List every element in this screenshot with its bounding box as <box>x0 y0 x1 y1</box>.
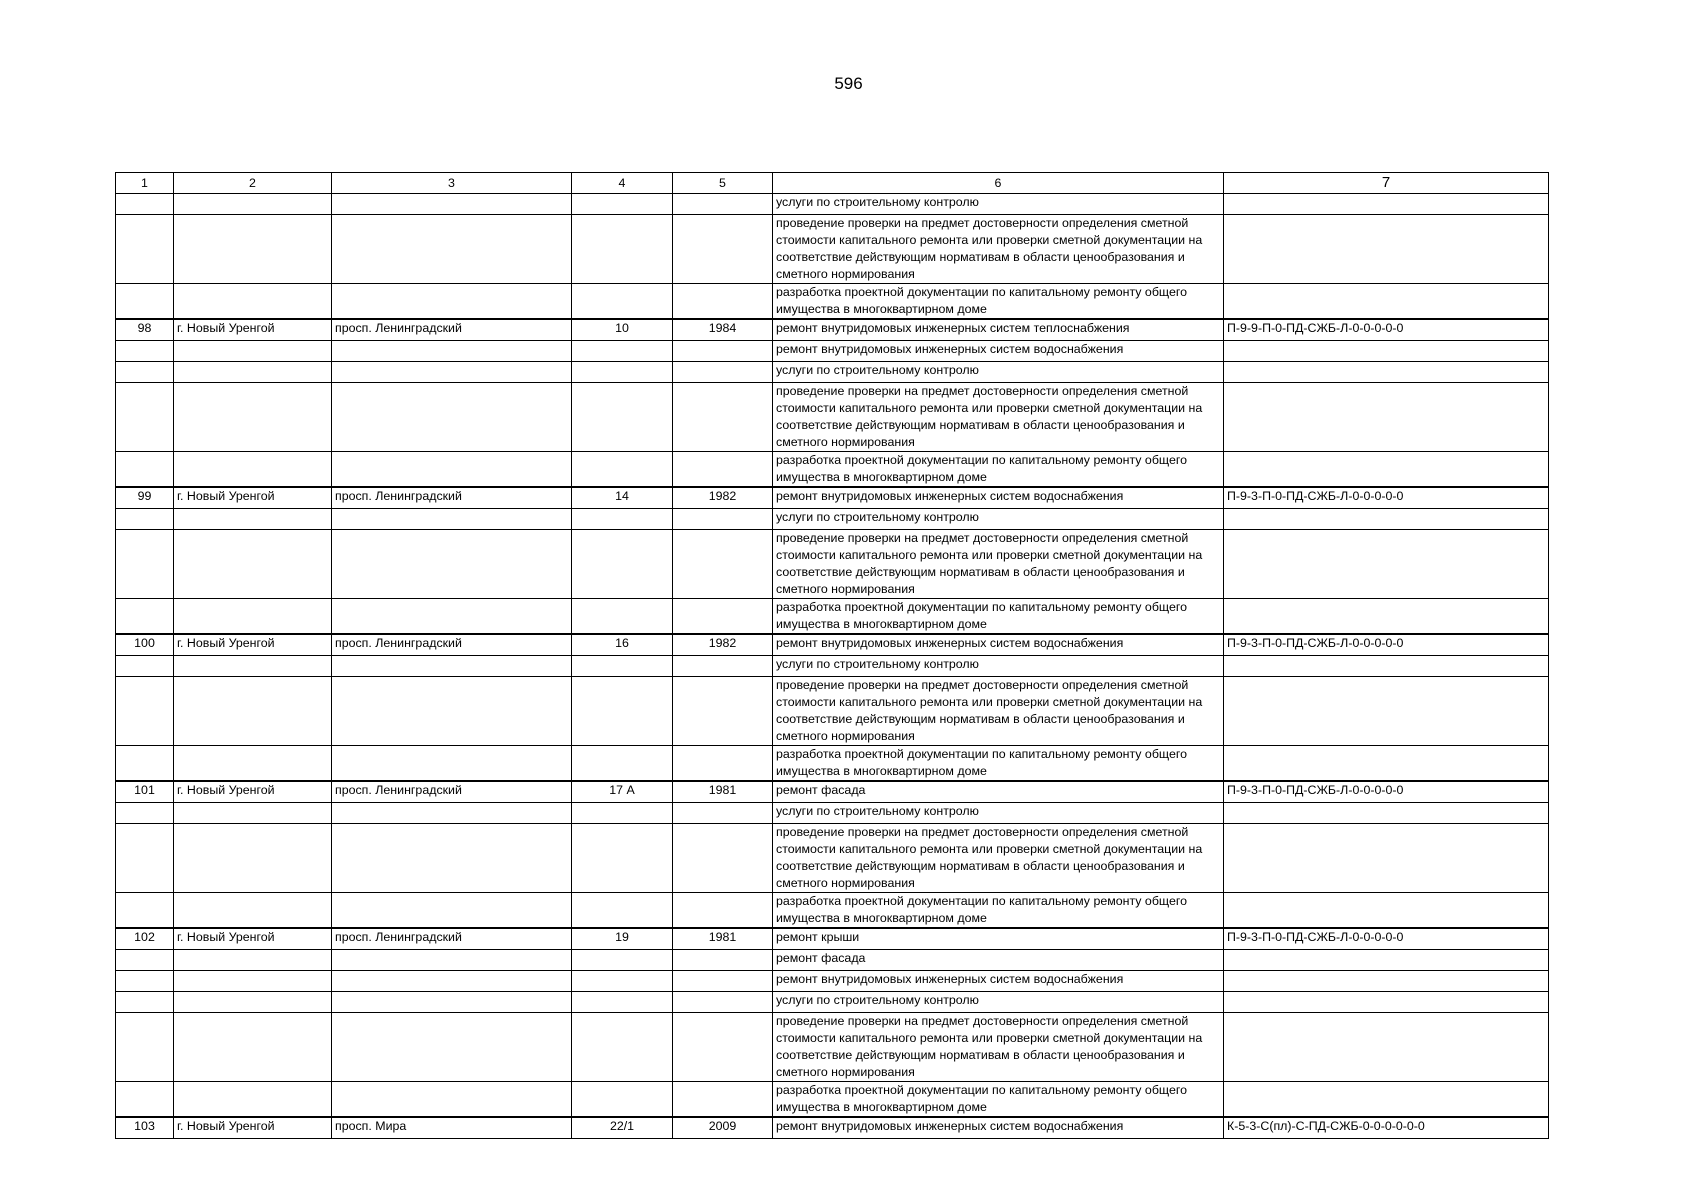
street-cell <box>332 950 572 971</box>
city-cell <box>174 803 332 824</box>
build-year-cell <box>673 215 773 284</box>
street-cell: просп. Ленинградский <box>332 319 572 341</box>
street-cell <box>332 599 572 635</box>
city-cell <box>174 341 332 362</box>
row-number-cell <box>116 599 174 635</box>
street-cell: просп. Ленинградский <box>332 634 572 656</box>
house-number-cell <box>572 509 673 530</box>
table-row <box>116 634 1549 656</box>
table-row <box>116 746 1549 782</box>
table-row <box>116 1117 1549 1139</box>
street-cell: просп. Ленинградский <box>332 928 572 950</box>
city-cell <box>174 656 332 677</box>
street-cell <box>332 992 572 1013</box>
street-cell <box>332 341 572 362</box>
build-year-cell: 1982 <box>673 634 773 656</box>
header-col-1: 1 <box>116 173 174 194</box>
city-cell: г. Новый Уренгой <box>174 928 332 950</box>
work-type-cell: проведение проверки на предмет достоверности определения сметной стоимости капитального ремонта или проверки сметной документации на соответствие действующим нормативам в области ценообразования и сметного нормирования <box>773 383 1224 452</box>
row-number-cell: 103 <box>116 1117 174 1139</box>
street-cell: просп. Мира <box>332 1117 572 1139</box>
table-row <box>116 803 1549 824</box>
house-number-cell <box>572 971 673 992</box>
city-cell <box>174 284 332 320</box>
house-number-cell <box>572 677 673 746</box>
house-number-cell <box>572 992 673 1013</box>
build-year-cell <box>673 677 773 746</box>
city-cell <box>174 215 332 284</box>
house-number-cell <box>572 893 673 929</box>
house-number-cell: 17 А <box>572 781 673 803</box>
row-number-cell <box>116 893 174 929</box>
row-number-cell <box>116 194 174 215</box>
street-cell <box>332 656 572 677</box>
row-number-cell <box>116 452 174 488</box>
house-number-cell: 19 <box>572 928 673 950</box>
build-year-cell: 1981 <box>673 928 773 950</box>
work-type-cell: разработка проектной документации по капитальному ремонту общего имущества в многоквартирном доме <box>773 284 1224 320</box>
house-number-cell <box>572 599 673 635</box>
house-code-cell <box>1224 383 1549 452</box>
work-type-cell: ремонт фасада <box>773 950 1224 971</box>
house-code-cell <box>1224 284 1549 320</box>
build-year-cell <box>673 452 773 488</box>
build-year-cell: 2009 <box>673 1117 773 1139</box>
street-cell <box>332 824 572 893</box>
row-number-cell <box>116 746 174 782</box>
build-year-cell <box>673 746 773 782</box>
table-row <box>116 284 1549 320</box>
row-number-cell <box>116 971 174 992</box>
table-header-row <box>116 173 1549 194</box>
capital-repair-table <box>115 172 1549 1139</box>
house-number-cell <box>572 530 673 599</box>
build-year-cell <box>673 950 773 971</box>
build-year-cell <box>673 341 773 362</box>
city-cell <box>174 362 332 383</box>
house-number-cell <box>572 656 673 677</box>
work-type-cell: услуги по строительному контролю <box>773 194 1224 215</box>
street-cell <box>332 1082 572 1118</box>
street-cell <box>332 509 572 530</box>
house-code-cell <box>1224 215 1549 284</box>
city-cell <box>174 893 332 929</box>
work-type-cell: проведение проверки на предмет достоверности определения сметной стоимости капитального ремонта или проверки сметной документации на соответствие действующим нормативам в области ценообразования и сметного нормирования <box>773 1013 1224 1082</box>
table-row <box>116 928 1549 950</box>
work-type-cell: ремонт крыши <box>773 928 1224 950</box>
house-code-cell <box>1224 971 1549 992</box>
house-code-cell <box>1224 950 1549 971</box>
work-type-cell: ремонт внутридомовых инженерных систем теплоснабжения <box>773 319 1224 341</box>
build-year-cell <box>673 284 773 320</box>
table-row <box>116 383 1549 452</box>
table-row <box>116 677 1549 746</box>
header-col-5: 5 <box>673 173 773 194</box>
build-year-cell <box>673 893 773 929</box>
header-col-7: 7 <box>1224 173 1549 194</box>
house-code-cell: П-9-3-П-0-ПД-СЖБ-Л-0-0-0-0-0 <box>1224 634 1549 656</box>
house-number-cell <box>572 383 673 452</box>
house-number-cell <box>572 362 673 383</box>
table-row <box>116 971 1549 992</box>
house-number-cell <box>572 215 673 284</box>
house-code-cell <box>1224 1082 1549 1118</box>
city-cell: г. Новый Уренгой <box>174 781 332 803</box>
table-row <box>116 452 1549 488</box>
row-number-cell: 101 <box>116 781 174 803</box>
house-code-cell <box>1224 530 1549 599</box>
row-number-cell <box>116 677 174 746</box>
row-number-cell: 100 <box>116 634 174 656</box>
header-col-6: 6 <box>773 173 1224 194</box>
house-number-cell: 14 <box>572 487 673 509</box>
street-cell <box>332 1013 572 1082</box>
table-row <box>116 599 1549 635</box>
street-cell <box>332 893 572 929</box>
build-year-cell <box>673 530 773 599</box>
city-cell <box>174 971 332 992</box>
work-type-cell: услуги по строительному контролю <box>773 362 1224 383</box>
house-code-cell <box>1224 599 1549 635</box>
build-year-cell: 1981 <box>673 781 773 803</box>
house-code-cell <box>1224 656 1549 677</box>
house-code-cell <box>1224 1013 1549 1082</box>
work-type-cell: проведение проверки на предмет достоверности определения сметной стоимости капитального ремонта или проверки сметной документации на соответствие действующим нормативам в области ценообразования и сметного нормирования <box>773 530 1224 599</box>
house-code-cell: П-9-3-П-0-ПД-СЖБ-Л-0-0-0-0-0 <box>1224 487 1549 509</box>
city-cell <box>174 1013 332 1082</box>
work-type-cell: услуги по строительному контролю <box>773 992 1224 1013</box>
row-number-cell: 98 <box>116 319 174 341</box>
row-number-cell: 102 <box>116 928 174 950</box>
work-type-cell: разработка проектной документации по капитальному ремонту общего имущества в многоквартирном доме <box>773 599 1224 635</box>
work-type-cell: услуги по строительному контролю <box>773 656 1224 677</box>
city-cell <box>174 452 332 488</box>
street-cell <box>332 971 572 992</box>
header-col-4: 4 <box>572 173 673 194</box>
house-code-cell <box>1224 509 1549 530</box>
row-number-cell <box>116 803 174 824</box>
build-year-cell <box>673 1082 773 1118</box>
work-type-cell: проведение проверки на предмет достоверности определения сметной стоимости капитального ремонта или проверки сметной документации на соответствие действующим нормативам в области ценообразования и сметного нормирования <box>773 215 1224 284</box>
house-number-cell <box>572 452 673 488</box>
house-code-cell <box>1224 803 1549 824</box>
house-number-cell <box>572 950 673 971</box>
house-code-cell <box>1224 452 1549 488</box>
city-cell: г. Новый Уренгой <box>174 319 332 341</box>
row-number-cell <box>116 992 174 1013</box>
work-type-cell: разработка проектной документации по капитальному ремонту общего имущества в многоквартирном доме <box>773 893 1224 929</box>
row-number-cell <box>116 1013 174 1082</box>
build-year-cell: 1982 <box>673 487 773 509</box>
table-row <box>116 781 1549 803</box>
street-cell <box>332 215 572 284</box>
row-number-cell <box>116 530 174 599</box>
house-number-cell <box>572 746 673 782</box>
build-year-cell <box>673 509 773 530</box>
city-cell <box>174 677 332 746</box>
table-row <box>116 1013 1549 1082</box>
build-year-cell <box>673 656 773 677</box>
street-cell <box>332 530 572 599</box>
city-cell: г. Новый Уренгой <box>174 487 332 509</box>
street-cell <box>332 194 572 215</box>
work-type-cell: ремонт внутридомовых инженерных систем водоснабжения <box>773 971 1224 992</box>
row-number-cell <box>116 950 174 971</box>
house-code-cell: П-9-3-П-0-ПД-СЖБ-Л-0-0-0-0-0 <box>1224 781 1549 803</box>
work-type-cell: ремонт фасада <box>773 781 1224 803</box>
work-type-cell: разработка проектной документации по капитальному ремонту общего имущества в многоквартирном доме <box>773 1082 1224 1118</box>
city-cell <box>174 950 332 971</box>
row-number-cell <box>116 656 174 677</box>
house-code-cell <box>1224 893 1549 929</box>
build-year-cell <box>673 992 773 1013</box>
city-cell <box>174 509 332 530</box>
build-year-cell <box>673 599 773 635</box>
row-number-cell <box>116 284 174 320</box>
header-col-3: 3 <box>332 173 572 194</box>
table-row <box>116 487 1549 509</box>
house-code-cell <box>1224 362 1549 383</box>
city-cell: г. Новый Уренгой <box>174 634 332 656</box>
city-cell <box>174 530 332 599</box>
build-year-cell <box>673 803 773 824</box>
house-code-cell <box>1224 824 1549 893</box>
house-number-cell <box>572 194 673 215</box>
house-number-cell <box>572 1013 673 1082</box>
table-row <box>116 893 1549 929</box>
build-year-cell <box>673 971 773 992</box>
row-number-cell <box>116 341 174 362</box>
house-code-cell: П-9-3-П-0-ПД-СЖБ-Л-0-0-0-0-0 <box>1224 928 1549 950</box>
house-code-cell <box>1224 341 1549 362</box>
house-number-cell <box>572 803 673 824</box>
city-cell <box>174 1082 332 1118</box>
street-cell <box>332 746 572 782</box>
work-type-cell: разработка проектной документации по капитальному ремонту общего имущества в многоквартирном доме <box>773 452 1224 488</box>
header-col-2: 2 <box>174 173 332 194</box>
row-number-cell <box>116 1082 174 1118</box>
page-number: 596 <box>834 74 863 93</box>
build-year-cell <box>673 824 773 893</box>
work-type-cell: проведение проверки на предмет достоверности определения сметной стоимости капитального ремонта или проверки сметной документации на соответствие действующим нормативам в области ценообразования и сметного нормирования <box>773 677 1224 746</box>
work-type-cell: разработка проектной документации по капитальному ремонту общего имущества в многоквартирном доме <box>773 746 1224 782</box>
street-cell: просп. Ленинградский <box>332 487 572 509</box>
build-year-cell <box>673 1013 773 1082</box>
city-cell <box>174 599 332 635</box>
street-cell <box>332 452 572 488</box>
house-number-cell <box>572 1082 673 1118</box>
house-number-cell: 22/1 <box>572 1117 673 1139</box>
street-cell <box>332 803 572 824</box>
table-row <box>116 194 1549 215</box>
city-cell <box>174 746 332 782</box>
house-code-cell: П-9-9-П-0-ПД-СЖБ-Л-0-0-0-0-0 <box>1224 319 1549 341</box>
work-type-cell: ремонт внутридомовых инженерных систем водоснабжения <box>773 634 1224 656</box>
city-cell <box>174 824 332 893</box>
house-code-cell <box>1224 677 1549 746</box>
house-code-cell <box>1224 992 1549 1013</box>
house-code-cell <box>1224 194 1549 215</box>
table-row <box>116 530 1549 599</box>
house-number-cell <box>572 824 673 893</box>
build-year-cell <box>673 362 773 383</box>
table-row <box>116 362 1549 383</box>
work-type-cell: услуги по строительному контролю <box>773 509 1224 530</box>
table-row <box>116 341 1549 362</box>
table-row <box>116 215 1549 284</box>
table-row <box>116 950 1549 971</box>
street-cell: просп. Ленинградский <box>332 781 572 803</box>
row-number-cell <box>116 383 174 452</box>
city-cell <box>174 383 332 452</box>
street-cell <box>332 383 572 452</box>
table-row <box>116 992 1549 1013</box>
work-type-cell: проведение проверки на предмет достоверности определения сметной стоимости капитального ремонта или проверки сметной документации на соответствие действующим нормативам в области ценообразования и сметного нормирования <box>773 824 1224 893</box>
table-row <box>116 656 1549 677</box>
row-number-cell <box>116 215 174 284</box>
table-row <box>116 509 1549 530</box>
street-cell <box>332 362 572 383</box>
row-number-cell <box>116 824 174 893</box>
build-year-cell <box>673 383 773 452</box>
build-year-cell: 1984 <box>673 319 773 341</box>
house-code-cell: К-5-3-С(пл)-С-ПД-СЖБ-0-0-0-0-0-0 <box>1224 1117 1549 1139</box>
row-number-cell <box>116 362 174 383</box>
house-number-cell: 10 <box>572 319 673 341</box>
city-cell <box>174 194 332 215</box>
work-type-cell: ремонт внутридомовых инженерных систем водоснабжения <box>773 487 1224 509</box>
work-type-cell: услуги по строительному контролю <box>773 803 1224 824</box>
work-type-cell: ремонт внутридомовых инженерных систем водоснабжения <box>773 341 1224 362</box>
house-code-cell <box>1224 746 1549 782</box>
city-cell: г. Новый Уренгой <box>174 1117 332 1139</box>
table-row <box>116 319 1549 341</box>
table-row <box>116 824 1549 893</box>
street-cell <box>332 677 572 746</box>
row-number-cell <box>116 509 174 530</box>
row-number-cell: 99 <box>116 487 174 509</box>
house-number-cell <box>572 341 673 362</box>
build-year-cell <box>673 194 773 215</box>
table-row <box>116 1082 1549 1118</box>
house-number-cell <box>572 284 673 320</box>
work-type-cell: ремонт внутридомовых инженерных систем водоснабжения <box>773 1117 1224 1139</box>
city-cell <box>174 992 332 1013</box>
house-number-cell: 16 <box>572 634 673 656</box>
street-cell <box>332 284 572 320</box>
